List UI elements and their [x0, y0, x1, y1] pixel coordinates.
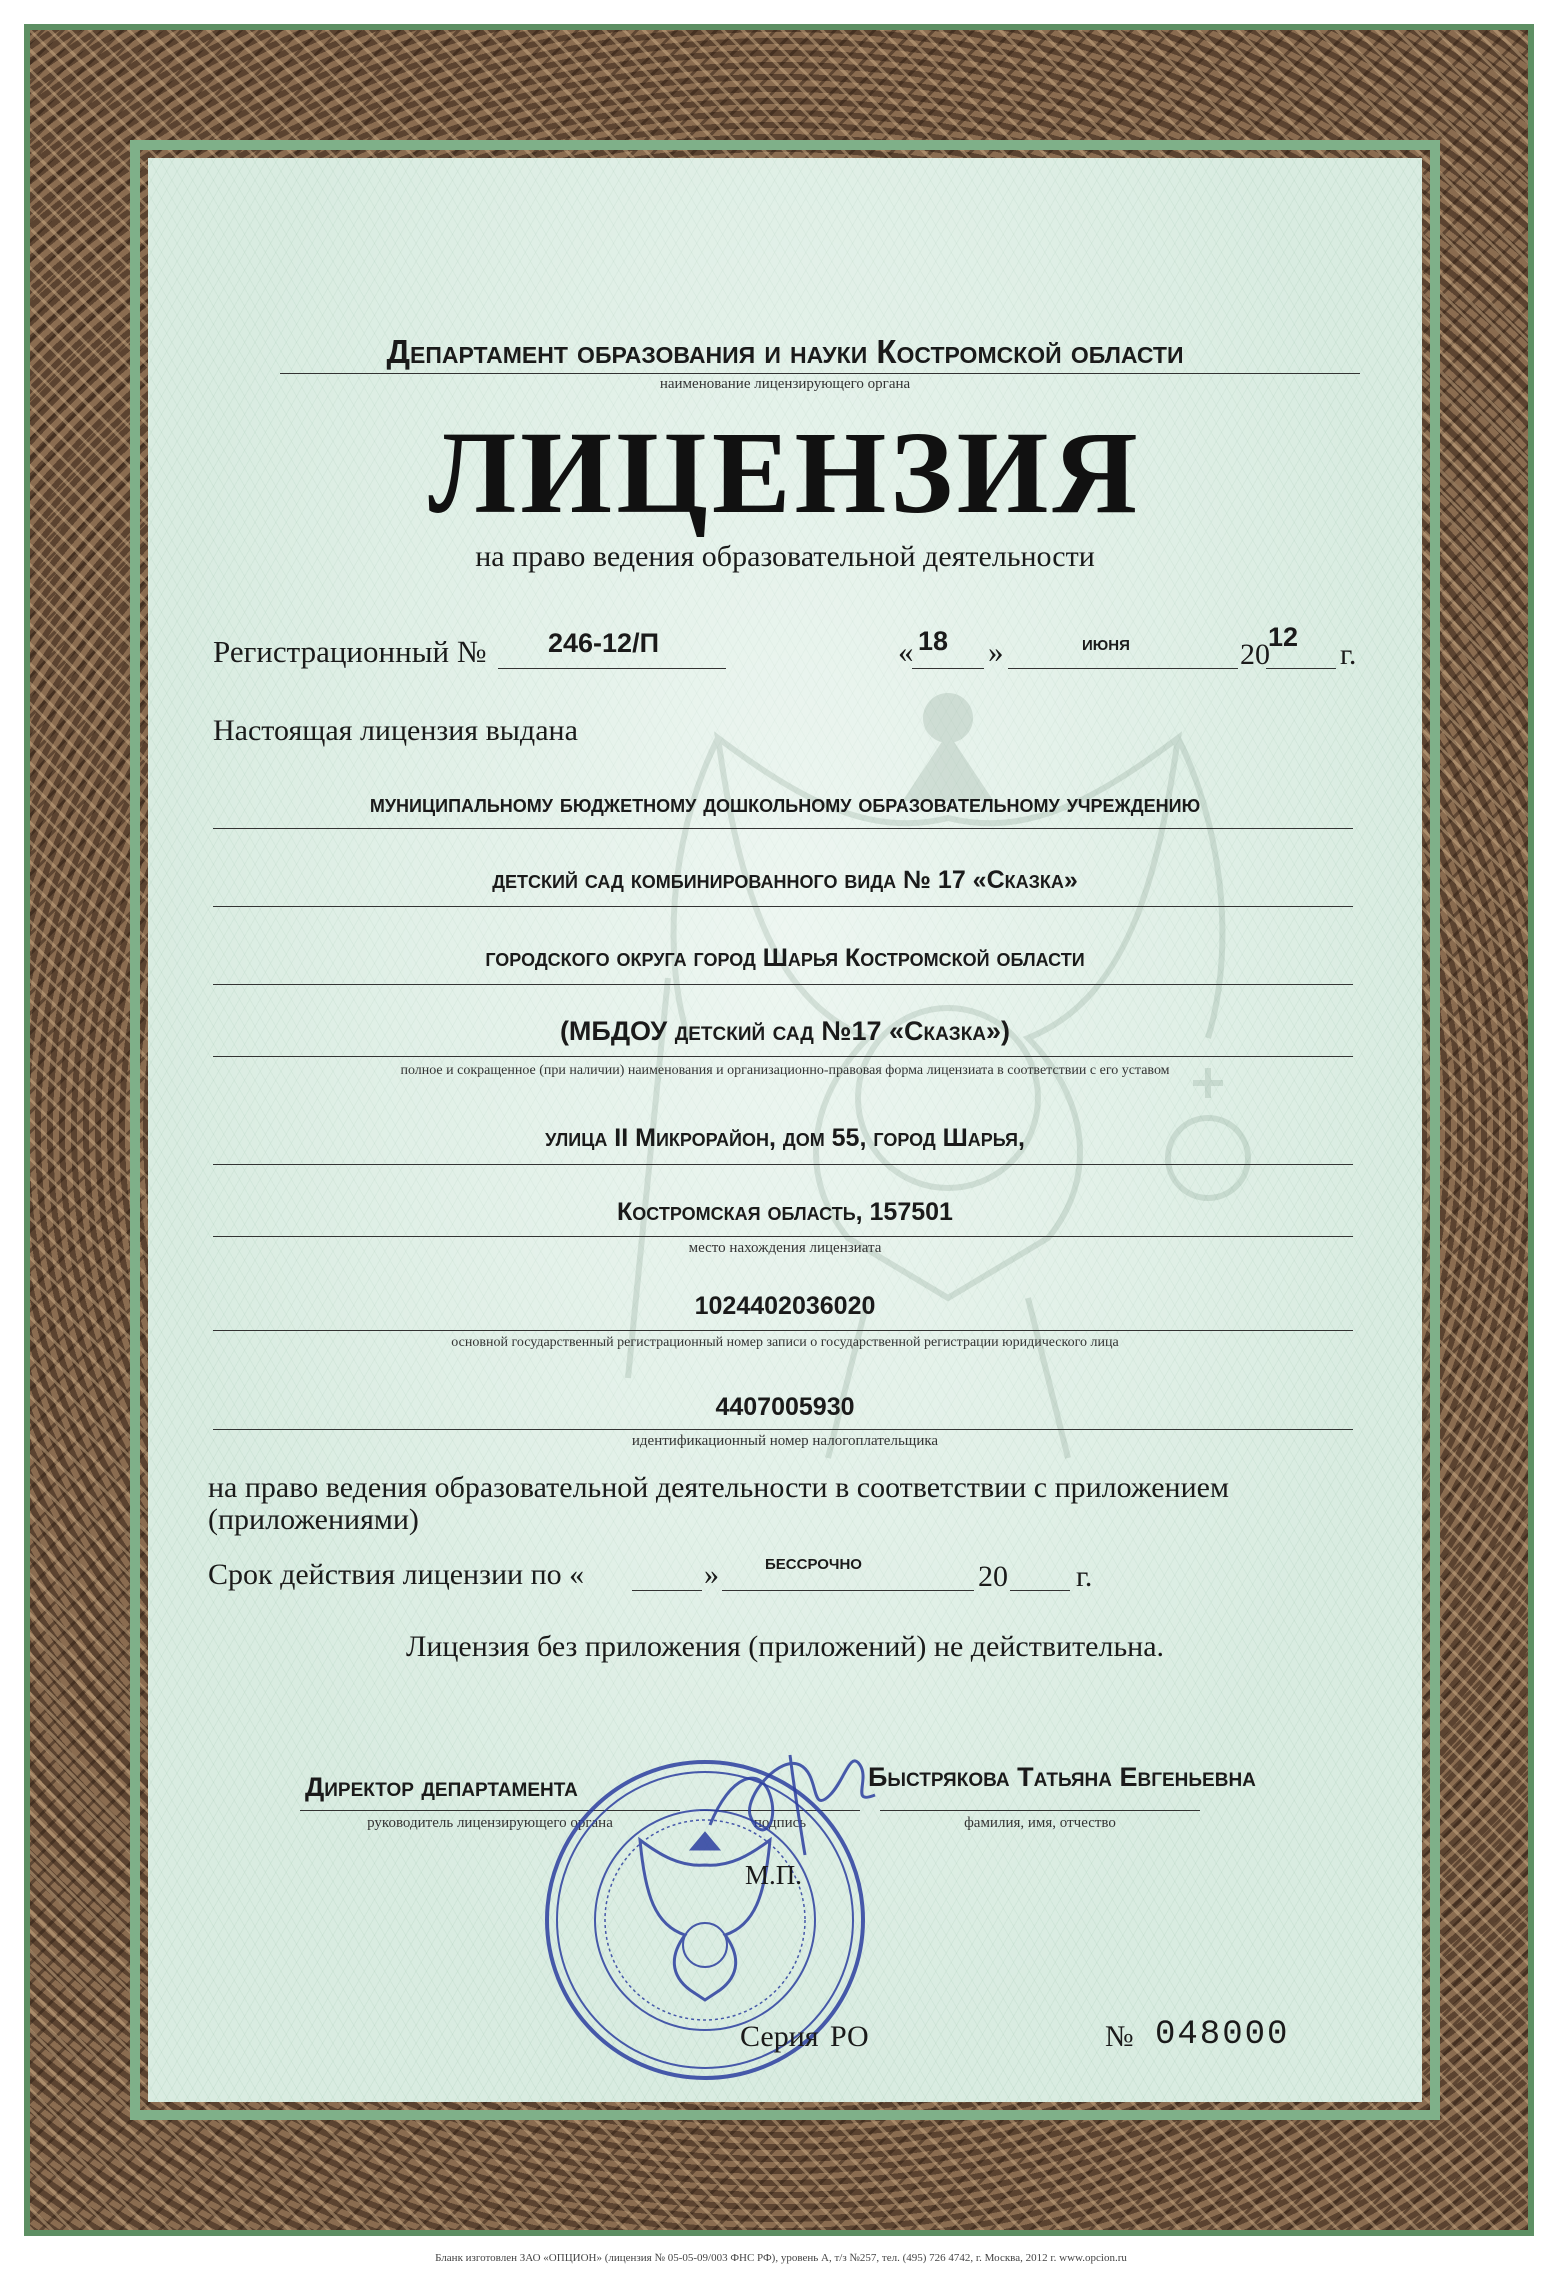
registration-number-rule	[498, 668, 726, 669]
validity-year-prefix: 20	[978, 1560, 1008, 1593]
footer-printer-info: Бланк изготовлен ЗАО «ОПЦИОН» (лицензия № 05-05-09/003 ФНС РФ), уровень А, т/з №257, тел. (495) 726 4742, г. Москва, 2012 г. www.opcion.ru	[435, 2252, 1127, 2264]
ogrn-value: 1024402036020	[694, 1292, 876, 1320]
signature-caption: подпись	[753, 1815, 807, 1831]
licensee-rule-1	[213, 828, 1353, 829]
address-rule-2	[213, 1236, 1353, 1237]
page-subtitle: на право ведения образовательной деятельности	[475, 540, 1095, 573]
registration-month-rule	[1008, 668, 1238, 669]
signatory-name-caption: фамилия, имя, отчество	[964, 1815, 1116, 1831]
address-rule-1	[213, 1164, 1353, 1165]
validity-value-rule	[722, 1590, 974, 1591]
validity-value: бессрочно	[765, 1549, 862, 1574]
stamp-place-mp: М.П.	[745, 1860, 803, 1890]
ogrn-rule	[213, 1330, 1353, 1331]
licensee-line-3: городского округа город Шарья Костромской области	[485, 944, 1085, 972]
signatory-name-rule	[880, 1810, 1200, 1811]
registration-day-rule	[912, 668, 984, 669]
ogrn-caption: основной государственный регистрационный номер записи о государственной регистрации юридического лица	[451, 1335, 1119, 1350]
validity-day-rule	[632, 1590, 702, 1591]
validity-quote-close: »	[704, 1558, 719, 1591]
registration-day: 18	[918, 626, 949, 656]
issued-to-label: Настоящая лицензия выдана	[213, 714, 578, 747]
validity-year-rule	[1010, 1590, 1070, 1591]
authority-rule	[280, 373, 1360, 374]
signatory-position: Директор департамента	[305, 1772, 578, 1802]
validity-year-unit: г.	[1076, 1560, 1093, 1593]
licensee-line-1: муниципальному бюджетному дошкольному образовательному учреждению	[369, 790, 1201, 818]
authority-name: Департамент образования и науки Костромской области	[386, 333, 1184, 370]
licensee-caption: полное и сокращенное (при наличии) наименования и организационно-правовая форма лицензиата в соответствии с его уставом	[400, 1063, 1170, 1078]
series-value: РО	[830, 2020, 869, 2053]
registration-label: Регистрационный №	[213, 634, 487, 669]
page-title: ЛИЦЕНЗИЯ	[428, 407, 1142, 538]
right-text-line-1: на право ведения образовательной деятельности в соответствии с приложением	[208, 1471, 1229, 1504]
series-label: Серия	[740, 2020, 819, 2053]
licensee-line-4: (МБДОУ детский сад №17 «Сказка»)	[559, 1016, 1011, 1046]
address-caption: место нахождения лицензиата	[688, 1240, 882, 1256]
right-text-line-2: (приложениями)	[208, 1503, 419, 1536]
inn-rule	[213, 1429, 1353, 1430]
signatory-name: Быстрякова Татьяна Евгеньевна	[868, 1762, 1256, 1792]
licensee-rule-4	[213, 1056, 1353, 1057]
validity-label: Срок действия лицензии по «	[208, 1558, 585, 1591]
registration-number: 246-12/П	[548, 628, 659, 658]
inn-caption: идентификационный номер налогоплательщика	[631, 1433, 939, 1449]
authority-caption: наименование лицензирующего органа	[659, 376, 911, 392]
registration-quote-close: »	[988, 634, 1004, 669]
registration-year-unit: г.	[1340, 638, 1357, 671]
signature-icon	[700, 1735, 900, 1865]
blank-number-label: №	[1105, 2020, 1134, 2053]
registration-month: июня	[1082, 630, 1130, 655]
registration-year-rule	[1266, 668, 1336, 669]
address-line-1: улица II Микрорайон, дом 55, город Шарья,	[545, 1124, 1025, 1152]
signatory-position-caption: руководитель лицензирующего органа	[367, 1815, 613, 1831]
inn-value: 4407005930	[715, 1393, 855, 1421]
registration-year-suffix: 12	[1268, 622, 1299, 652]
address-line-2: Костромская область, 157501	[617, 1198, 953, 1226]
validity-note: Лицензия без приложения (приложений) не действительна.	[405, 1630, 1165, 1663]
registration-quote-open: «	[898, 634, 914, 669]
licensee-line-2: детский сад комбинированного вида № 17 «Сказка»	[492, 866, 1078, 894]
licensee-rule-2	[213, 906, 1353, 907]
blank-number: 048000	[1155, 2016, 1290, 2054]
licensee-rule-3	[213, 984, 1353, 985]
registration-year-prefix: 20	[1240, 638, 1270, 671]
